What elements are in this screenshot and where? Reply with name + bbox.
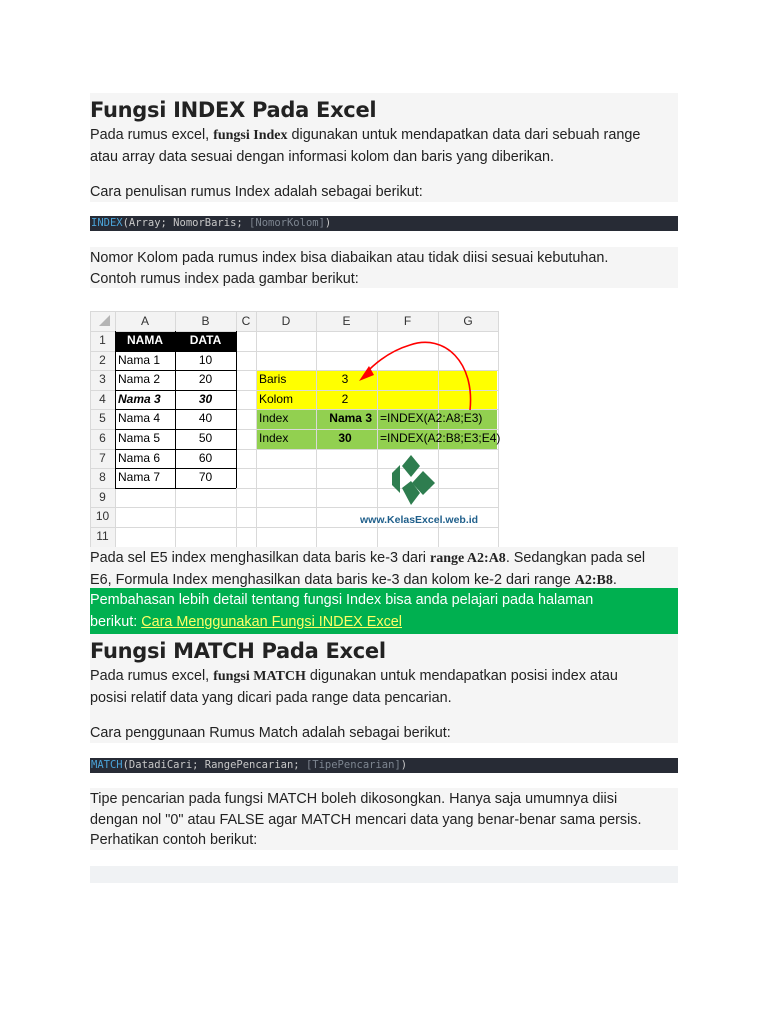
index-tutorial-link[interactable]: Cara Menggunakan Fungsi INDEX Excel — [141, 614, 402, 630]
index-explanation-bold-range: range A2:A8 — [429, 551, 506, 566]
arrow-curve — [364, 342, 471, 410]
code-function-name: MATCH — [91, 759, 123, 771]
column-header-a: A — [140, 314, 149, 328]
index-column-note — [90, 247, 678, 288]
column-header-d: D — [281, 314, 291, 328]
cell-value: 60 — [198, 450, 213, 465]
code-optional-arg: [NomorKolom] — [249, 217, 325, 229]
cell-value: 10 — [198, 352, 213, 367]
row-header-4: 4 — [99, 391, 106, 406]
cell-name: Nama 1 — [118, 352, 161, 367]
index-column-note-line2: Contoh rumus index pada gambar berikut: — [90, 270, 359, 287]
label-index-2: Index — [259, 431, 289, 445]
match-type-note-line1: Tipe pencarian pada fungsi MATCH boleh dikosongkan. Hanya saja umumnya diisi — [90, 791, 618, 807]
excel-example-image — [90, 303, 514, 546]
cell-value: 40 — [198, 411, 213, 426]
index-intro-text-b: digunakan untuk mendapatkan data dari sebuah range — [287, 127, 641, 143]
match-intro-text-a: Pada rumus excel, — [90, 668, 214, 684]
row-header-3: 3 — [99, 372, 106, 387]
header-nama: NAMA — [127, 333, 163, 347]
column-header-c: C — [241, 314, 251, 328]
header-data: DATA — [189, 333, 222, 347]
index-explanation-text-c: E6, Formula Index menghasilkan data baris ke-3 dan kolom ke-2 dari range — [90, 571, 575, 588]
index-syntax-code — [90, 216, 678, 231]
result-index-1: Nama 3 — [329, 411, 372, 426]
match-intro-text-line2: posisi relatif data yang dicari pada range data pencarian. — [90, 689, 452, 706]
row-header-6: 6 — [99, 431, 106, 445]
cell-name: Nama 7 — [118, 470, 161, 485]
index-more-info-box — [90, 588, 678, 634]
index-syntax-intro: Cara penulisan rumus Index adalah sebagai berikut: — [90, 184, 423, 200]
label-baris: Baris — [259, 372, 287, 387]
match-syntax-code — [90, 758, 678, 773]
index-explanation — [90, 547, 678, 588]
index-explanation-text-d: . — [612, 571, 617, 588]
match-type-note-line3: Perhatikan contoh berikut: — [90, 832, 258, 848]
column-header-b: B — [201, 314, 210, 328]
row-header-8: 8 — [99, 470, 106, 485]
cell-name: Nama 6 — [118, 450, 161, 465]
value-baris: 3 — [341, 372, 349, 387]
kelasexcel-logo-icon — [392, 455, 435, 505]
index-explanation-text-b: . Sedangkan pada sel — [505, 550, 646, 566]
column-header-e: E — [342, 314, 351, 328]
row-header-5: 5 — [99, 411, 106, 426]
code-close: ) — [324, 217, 332, 229]
match-intro-text-b: digunakan untuk mendapatkan posisi index atau — [305, 668, 618, 684]
match-type-note — [90, 788, 678, 850]
row-header-2: 2 — [99, 352, 106, 367]
cell-name: Nama 3 — [118, 391, 161, 406]
code-optional-arg: [TipePencarian] — [305, 759, 401, 771]
formula-index-2: =INDEX(A2:B8;E3;E4) — [380, 431, 501, 445]
code-function-name: INDEX — [91, 217, 123, 229]
cell-value: 70 — [198, 470, 213, 485]
code-args: (DatadiCari; RangePencarian; — [122, 759, 306, 771]
match-type-note-line2: dengan nol "0" atau FALSE agar MATCH mencari data yang benar-benar sama persis. — [90, 811, 642, 828]
row-header-1: 1 — [99, 333, 106, 347]
match-intro-block — [90, 634, 678, 743]
row-header-10: 10 — [95, 509, 110, 524]
code-close: ) — [400, 759, 408, 771]
match-syntax-intro: Cara penggunaan Rumus Match adalah sebagai berikut: — [90, 725, 451, 741]
cell-name: Nama 2 — [118, 372, 161, 387]
index-intro-bold: fungsi Index — [213, 128, 288, 143]
label-index-1: Index — [259, 411, 289, 426]
next-content-placeholder — [90, 866, 678, 883]
index-intro-block — [90, 93, 678, 202]
cell-name: Nama 4 — [118, 411, 161, 426]
match-section-title: Fungsi MATCH Pada Excel — [90, 639, 386, 663]
index-explanation-text-a: Pada sel E5 index menghasilkan data baris ke-3 dari — [90, 550, 430, 566]
column-header-f: F — [403, 314, 412, 328]
row-header-9: 9 — [99, 489, 106, 504]
row-header-7: 7 — [99, 450, 106, 465]
match-intro-bold: fungsi MATCH — [213, 669, 306, 684]
index-intro-text-a: Pada rumus excel, — [90, 127, 214, 143]
value-kolom: 2 — [341, 391, 349, 406]
result-index-2: 30 — [338, 431, 352, 445]
more-info-prefix: berikut: — [90, 614, 142, 630]
index-column-note-line1: Nomor Kolom pada rumus index bisa diabaikan atau tidak diisi sesuai kebutuhan. — [90, 250, 609, 266]
column-header-g: G — [463, 314, 473, 328]
label-kolom: Kolom — [259, 391, 294, 406]
watermark-text: www.KelasExcel.web.id — [360, 514, 479, 526]
match-intro-paragraph — [90, 666, 678, 708]
index-intro-paragraph — [90, 125, 678, 167]
cell-value: 50 — [198, 431, 213, 445]
index-intro-text-line2: atau array data sesuai dengan informasi kolom dan baris yang diberikan. — [90, 148, 554, 165]
formula-index-1: =INDEX(A2:A8;E3) — [380, 411, 483, 426]
cell-name: Nama 5 — [118, 431, 161, 445]
row-header-11: 11 — [96, 529, 109, 543]
index-section-title: Fungsi INDEX Pada Excel — [90, 98, 377, 122]
cell-value: 20 — [198, 372, 213, 387]
cell-value: 30 — [198, 391, 213, 406]
annotation-overlay — [90, 303, 498, 547]
code-args: (Array; NomorBaris; — [122, 217, 250, 229]
index-explanation-bold-range2: A2:B8 — [574, 572, 613, 588]
more-info-line1: Pembahasan lebih detail tentang fungsi Index bisa anda pelajari pada halaman — [90, 592, 594, 608]
